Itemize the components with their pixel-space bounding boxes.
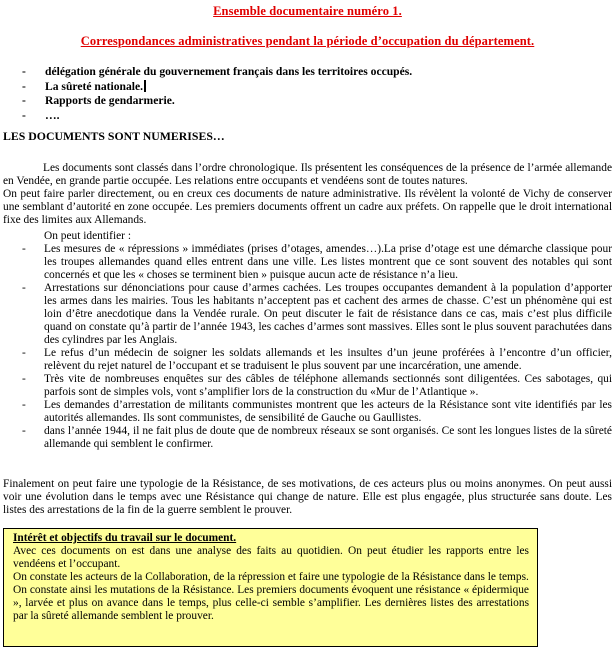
- list-item: [0, 243, 612, 282]
- document-title: Ensemble documentaire numéro 1.: [213, 4, 402, 18]
- list-item-text: Arrestations sur dénonciations pour cause d’armes cachées. Les troupes occupantes demandent à la population d’apporter les armes dans les mairies. Tous les habitants n’acceptent pas et cachent des armes de chasse. C’est un phénomène qui est loin d’être anecdotique dans la Vendée rurale. On peut discuter le fait de résistance dans ce cas, mais c’est plus difficile quand on constate qu’à partir de l’année 1943, les caches d’armes sont massives. Elles sont le plus souvent parachutées dans des cylindres par les Anglais.: [44, 282, 612, 346]
- bullet-dash: -: [22, 94, 26, 107]
- source-text: Rapports de gendarmerie.: [45, 94, 175, 107]
- bullet-dash: -: [22, 65, 26, 78]
- findings-list: [0, 243, 612, 451]
- bullet-dash: -: [22, 108, 26, 122]
- list-item-text: Très vite de nombreuses enquêtes sur des câbles de téléphone allemands sectionnés sont diligentées. Ces sabotages, qui parfois sont de simples vols, vont s’amplifier lors de la construction du «Mur de l’Atlantique ».: [44, 373, 612, 398]
- bullet-dash: -: [22, 79, 26, 93]
- bullet-dash: -: [22, 425, 26, 437]
- source-text-wrap[interactable]: [45, 80, 146, 93]
- objectives-line: On constate les acteurs de la Collaboration, de la répression et faire une typologie de la Résistance dans le temps.: [13, 571, 529, 583]
- objectives-line: On constate ainsi les mutations de la Résistance. Les premiers documents évoquent une résistance « épidermique », larvée et plus on avance dans le temps, plus celle-ci semble s’amplifier. Les dernières listes des arrestations par la sûreté allemande semblent le prouver.: [13, 584, 529, 622]
- bullet-dash: -: [22, 373, 26, 385]
- source-text: ….: [45, 108, 60, 122]
- paragraph-intro: Les documents sont classés dans l’ordre chronologique. Ils présentent les conséquences de la présence de l’armée allemande en Vendée, en grande partie occupée. Les relations entre occupants et vendéens sont de toutes natures.: [3, 162, 612, 187]
- source-item: [0, 109, 615, 124]
- bullet-dash: -: [22, 282, 26, 294]
- section-heading: LES DOCUMENTS SONT NUMERISES…: [3, 129, 225, 143]
- identify-label: On peut identifier :: [44, 230, 131, 242]
- bullet-dash: -: [22, 243, 26, 255]
- objectives-box: [3, 528, 538, 647]
- list-item: [0, 425, 612, 451]
- list-item: [0, 347, 612, 373]
- bullet-dash: -: [22, 347, 26, 359]
- list-item: [0, 282, 612, 347]
- sources-list: [0, 65, 615, 123]
- list-item-text: Le refus d’un médecin de soigner les soldats allemands et les insultes d’un jeune proférées à l’encontre d’un officier, relèvent du rejet naturel de l’occupant et se traduisent le plus souvent par une incarcération, une amende.: [44, 347, 612, 372]
- bullet-dash: -: [22, 399, 26, 411]
- objectives-heading: Intérêt et objectifs du travail sur le document.: [13, 532, 237, 544]
- list-item-text: dans l’année 1944, il ne fait plus de doute que de nombreux réseaux se sont organisés. Ce sont les longues listes de la sûreté allemande qui semblent le confirmer.: [44, 425, 612, 450]
- source-item: [0, 65, 615, 80]
- source-text: délégation générale du gouvernement français dans les territoires occupés.: [45, 65, 413, 78]
- list-item-text: Les mesures de « répressions » immédiates (prises d’otages, amendes…).La prise d’otage est une démarche classique pour les troupes allemandes quand elles entrent dans une ville. Les listes montrent que ce sont souvent des notables qui sont concernés et que les « choses se terminent bien » puisque aucun acte de résistance n’a lieu.: [44, 243, 612, 281]
- paragraph-conclusion: Finalement on peut faire une typologie de la Résistance, de ses motivations, de ces acteurs plus ou moins anonymes. On peut aussi voir une évolution dans le temps avec une Résistance qui change de nature. Elle est plus engagée, plus structurée sans doute. Les listes des arrestations de la fin de la guerre semblent le prouver.: [3, 478, 612, 516]
- list-item: [0, 373, 612, 399]
- list-item-text: Les demandes d’arrestation de militants communistes montrent que les acteurs de la Résistance sont vite identifiés par les autorités allemandes. Ils sont communistes, de sensibilité de Gauche ou Gaullistes.: [44, 399, 612, 424]
- paragraph-administrative: On peut faire parler directement, ou en creux ces documents de nature administrative. Ils révèlent la volonté de Vichy de conserver une semblant d’autorité en zone occupée. Les premiers documents offrent un cadre aux préfets. On rappelle que le droit international fixe des limites aux Allemands.: [3, 188, 612, 226]
- source-text: La sûreté nationale.: [45, 79, 144, 93]
- objectives-line: Avec ces documents on est dans une analyse des faits au quotidien. On peut étudier les rapports entre les vendéens et l’occupant.: [13, 545, 529, 570]
- text-cursor: [144, 80, 146, 92]
- source-item: [0, 80, 615, 95]
- source-item: [0, 94, 615, 109]
- document-subtitle: Correspondances administratives pendant la période d’occupation du département.: [80, 34, 535, 48]
- list-item: [0, 399, 612, 425]
